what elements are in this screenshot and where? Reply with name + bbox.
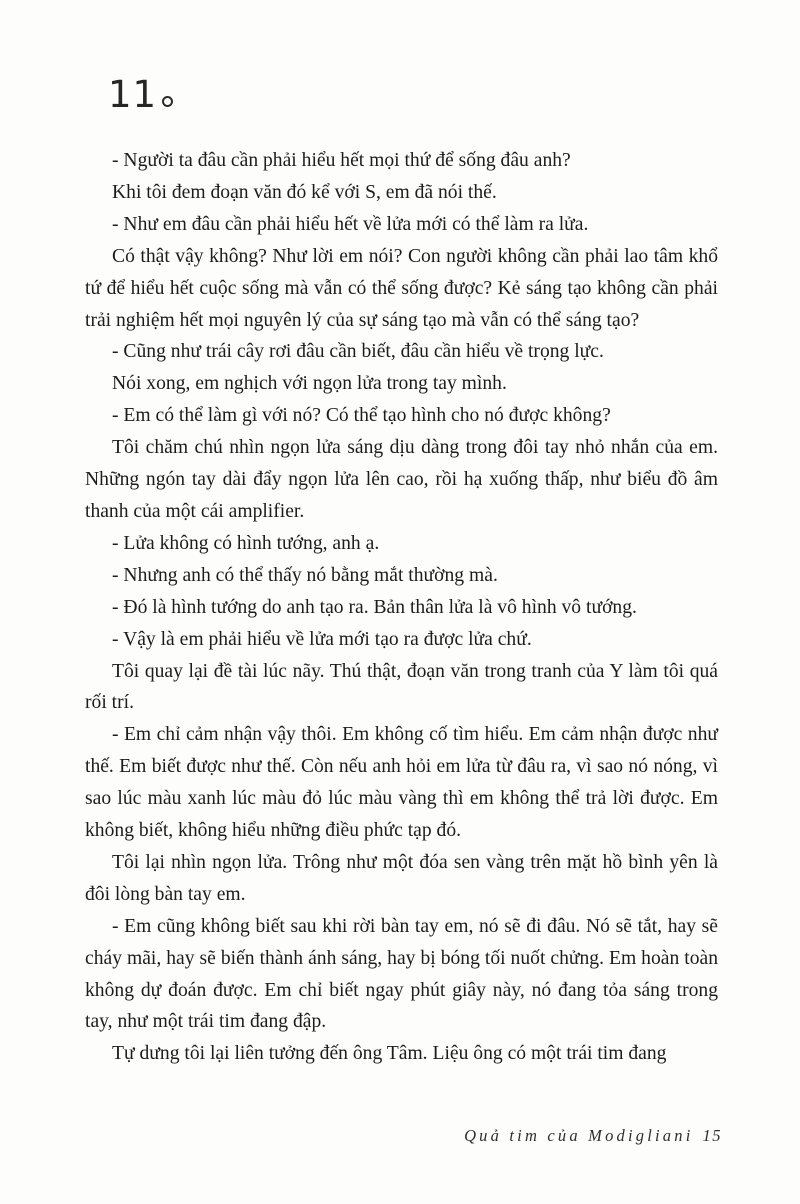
page-body (85, 145, 718, 1070)
paragraph-14: - Em chỉ cảm nhận vậy thôi. Em không cố tìm hiểu. Em cảm nhận được như thế. Em biết được như thế. Còn nếu anh hỏi em lửa từ đâu ra, vì sao nó nóng, vì sao lúc màu xanh lúc màu đỏ lúc màu vàng thì em không thể trả lời được. Em không biết, không hiểu những điều phức tạp đó. (85, 724, 718, 842)
paragraph-17: Tự dưng tôi lại liên tưởng đến ông Tâm. Liệu ông có một trái tim đang (112, 1043, 667, 1065)
running-title: Quả tim của Modigliani (464, 1126, 694, 1145)
paragraph-11: - Đó là hình tướng do anh tạo ra. Bản thân lửa là vô hình vô tướng. (112, 596, 637, 618)
paragraph-16: - Em cũng không biết sau khi rời bàn tay em, nó sẽ đi đâu. Nó sẽ tắt, hay sẽ cháy mãi, hay sẽ biến thành ánh sáng, hay bị bóng tối nuốt chửng. Em hoàn toàn không dự đoán được. Em chỉ biết ngay phút giây này, nó đang tỏa sáng trong tay, như một trái tim đang đập. (85, 915, 718, 1033)
paragraph-1: - Người ta đâu cần phải hiểu hết mọi thứ để sống đâu anh? (112, 150, 571, 171)
paragraph-5: - Cũng như trái cây rơi đâu cần biết, đâu cần hiểu về trọng lực. (112, 341, 604, 363)
page-footer (464, 1126, 722, 1146)
paragraph-3: - Như em đâu cần phải hiểu hết về lửa mới có thể làm ra lửa. (112, 213, 589, 235)
chapter-period-ring-icon (162, 96, 173, 107)
paragraph-4: Có thật vậy không? Như lời em nói? Con người không cần phải lao tâm khổ tứ để hiểu hết cuộc sống mà vẫn có thể sống được? Kẻ sáng tạo không cần phải trải nghiệm hết mọi nguyên lý của sự sáng tạo mà vẫn có thể sáng tạo? (85, 245, 718, 331)
paragraph-10: - Nhưng anh có thể thấy nó bằng mắt thường mà. (112, 564, 498, 586)
paragraph-12: - Vậy là em phải hiểu về lửa mới tạo ra được lửa chứ. (112, 628, 532, 650)
page-number: 15 (702, 1126, 722, 1145)
paragraph-2: Khi tôi đem đoạn văn đó kể với S, em đã nói thế. (112, 181, 497, 203)
paragraph-9: - Lửa không có hình tướng, anh ạ. (112, 532, 380, 554)
chapter-heading (108, 73, 173, 116)
paragraph-8: Tôi chăm chú nhìn ngọn lửa sáng dịu dàng trong đôi tay nhỏ nhắn của em. Những ngón tay dài đẩy ngọn lửa lên cao, rồi hạ xuống thấp, như biểu đồ âm thanh của một cái amplifier. (85, 437, 718, 522)
paragraph-13: Tôi quay lại đề tài lúc nãy. Thú thật, đoạn văn trong tranh của Y làm tôi quá rối trí. (85, 660, 718, 714)
chapter-number: 11 (108, 73, 158, 116)
paragraph-7: - Em có thể làm gì với nó? Có thể tạo hình cho nó được không? (112, 405, 611, 427)
paragraph-6: Nói xong, em nghịch với ngọn lửa trong tay mình. (112, 373, 507, 395)
paragraph-15: Tôi lại nhìn ngọn lửa. Trông như một đóa sen vàng trên mặt hồ bình yên là đôi lòng bàn tay em. (85, 851, 718, 905)
